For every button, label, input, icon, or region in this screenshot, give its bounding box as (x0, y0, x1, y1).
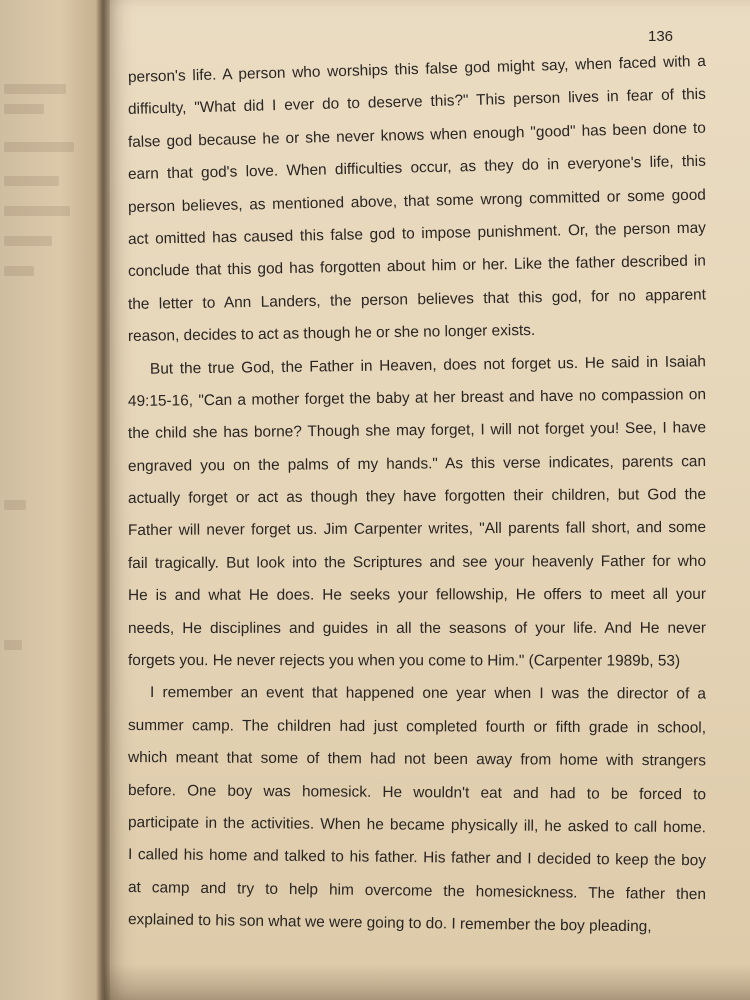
text-line: forgets you. He never rejects you when you come to Him." (Carpenter 1989b, 53) (127, 652, 681, 670)
paragraph (128, 677, 706, 936)
text-line: summer camp. The children had just completed fourth or fifth grade in school, (127, 716, 707, 737)
text-line: engraved you on the palms of my hands." As this verse indicates, parents can (127, 452, 707, 475)
bleed-through-text (4, 266, 34, 276)
text-line: at camp and try to help him overcome the homesickness. The father then (127, 878, 707, 903)
text-line: He is and what He does. He seeks your fellowship, He offers to meet all your (127, 586, 707, 605)
paragraph (128, 354, 706, 678)
text-line: person believes, as mentioned above, that some wrong committed or some good (127, 186, 707, 216)
text-line: participate in the activities. When he became physically ill, he asked to call home. (127, 813, 707, 837)
text-line: explained to his son what we were going to do. I remember the boy pleading, (127, 911, 652, 936)
text-line: 49:15-16, "Can a mother forget the baby at her breast and have no compassion on (127, 386, 707, 410)
bleed-through-text (4, 176, 59, 186)
bleed-through-text (4, 236, 52, 246)
text-line: the child she has borne? Though she may forget, I will not forget you! See, I have (127, 419, 707, 443)
text-line: I remember an event that happened one year when I was the director of a (149, 684, 707, 703)
bleed-through-text (4, 206, 70, 216)
bleed-through-text (4, 142, 74, 152)
text-line: actually forget or act as though they have forgotten their children, but God the (127, 486, 707, 508)
text-line: earn that god's love. When difficulties occur, as they do in everyone's life, this (127, 152, 707, 184)
text-line: false god because he or she never knows when enough "good" has been done to (127, 119, 707, 151)
text-line: act omitted has caused this false god to impose punishment. Or, the person may (127, 219, 707, 248)
text-line: Father will never forget us. Jim Carpenter writes, "All parents fall short, and some (127, 519, 707, 540)
text-line: fail tragically. But look into the Scriptures and see your heavenly Father for who (127, 552, 707, 572)
text-line: before. One boy was homesick. He wouldn't eat and had to be forced to (127, 781, 707, 803)
text-line: conclude that this god has forgotten about him or her. Like the father described in (127, 252, 707, 281)
body-text (127, 52, 707, 937)
bleed-through-text (4, 104, 44, 114)
left-page-edge (0, 0, 108, 1000)
bleed-through-text (4, 500, 26, 510)
text-line: But the true God, the Father in Heaven, does not forget us. He said in Isaiah (149, 352, 707, 378)
bleed-through-text (4, 84, 66, 94)
bleed-through-text (4, 640, 22, 650)
page-shadow (104, 964, 750, 1000)
text-line: the letter to Ann Landers, the person believes that this god, for no apparent (127, 286, 707, 313)
text-line: I called his home and talked to his father. His father and I decided to keep the boy (127, 846, 707, 870)
text-line: person's life. A person who worships this false god might say, when faced with a (127, 52, 706, 86)
text-line: difficulty, "What did I ever do to deserve this?" This person lives in fear of this (127, 86, 707, 119)
paragraph (127, 52, 707, 354)
text-line: which meant that some of them had not been away from home with strangers (127, 749, 707, 770)
page-number: 136 (648, 28, 674, 45)
book-gutter (96, 0, 110, 1000)
text-line: reason, decides to act as though he or she no longer exists. (127, 322, 536, 346)
text-line: needs, He disciplines and guides in all the seasons of your life. And He never (127, 619, 707, 637)
